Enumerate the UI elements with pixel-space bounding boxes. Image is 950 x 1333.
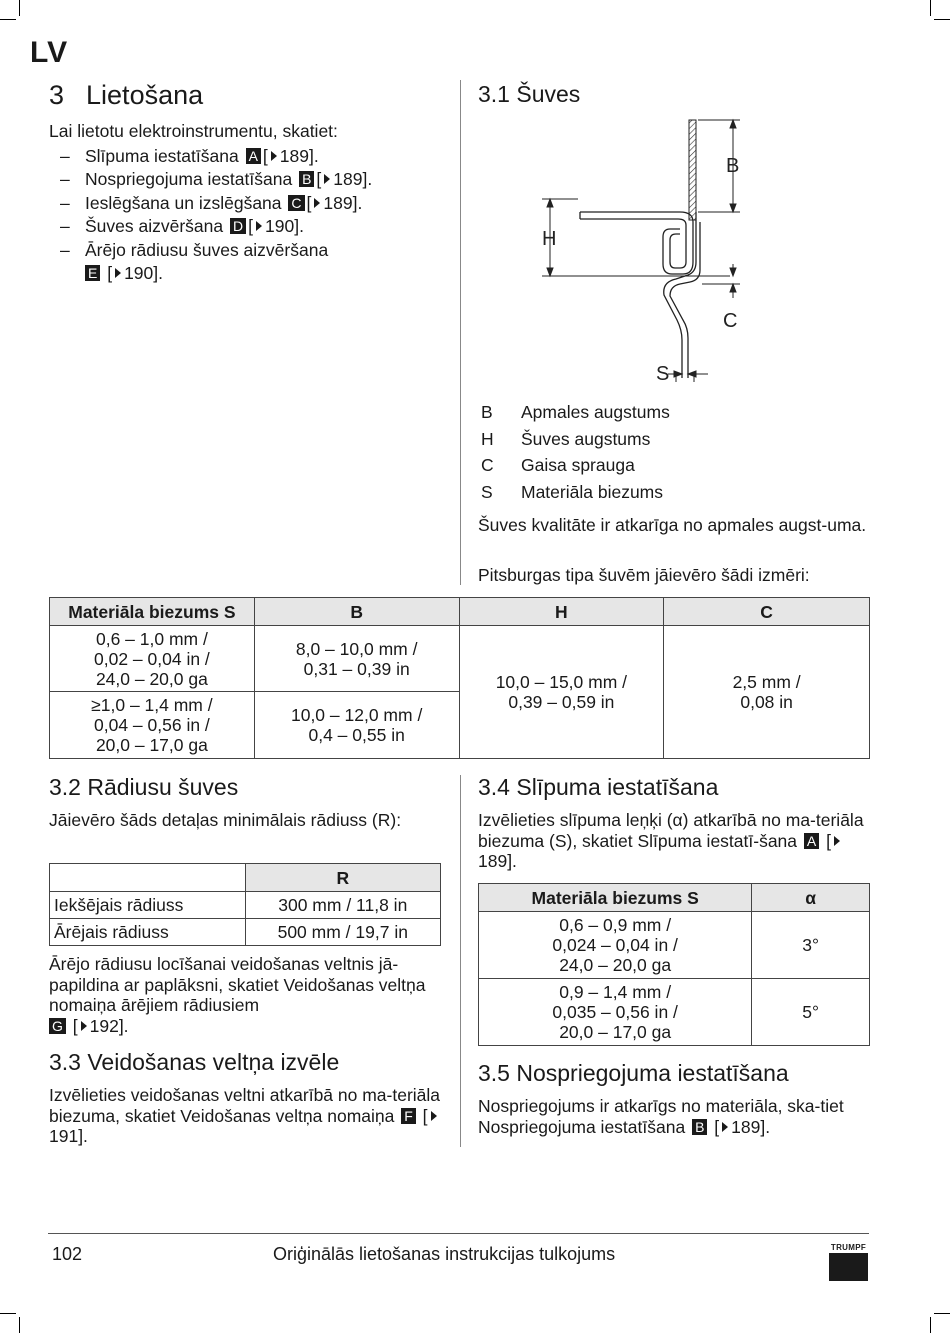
table-cell: 10,0 – 15,0 mm / 0,39 – 0,59 in bbox=[459, 626, 664, 759]
logo-block bbox=[829, 1253, 868, 1281]
arrow-right-icon bbox=[314, 198, 320, 208]
table-cell: Iekšējais rādiuss bbox=[50, 892, 246, 919]
legend-item: B Apmales augstums bbox=[481, 402, 670, 422]
column-divider bbox=[460, 775, 461, 1147]
roller-text: Izvēlieties veidošanas veltni atkarībā no ma-teriāla biezuma, skatiet Veidošanas veltņa nomaiņa F [191]. bbox=[49, 1085, 441, 1146]
label-c: C bbox=[723, 310, 738, 332]
section-3-heading bbox=[49, 80, 203, 111]
page-number: 102 bbox=[52, 1244, 83, 1264]
arrow-right-icon bbox=[271, 151, 277, 161]
outer-radius-text: Ārējo rādiusu locīšanai veidošanas veltnis jā-papildina ar paplāksni, skatiet Veidošanas veltņa nomaiņa ārējiem rādiusiem G [ 192]. bbox=[49, 954, 426, 1036]
table-cell: 8,0 – 10,0 mm / 0,31 – 0,39 in bbox=[254, 626, 459, 692]
dimension-h bbox=[542, 199, 730, 276]
radius-intro: Jāievēro šāds detaļas minimālais rādiuss (R): bbox=[49, 810, 402, 830]
table-header: Materiāla biezums S bbox=[50, 598, 255, 626]
ref-tag[interactable]: A bbox=[246, 148, 261, 164]
footer-divider bbox=[48, 1233, 869, 1234]
crop-mark bbox=[19, 0, 20, 16]
crop-mark bbox=[0, 1313, 16, 1314]
legend-item: C Gaisa sprauga bbox=[481, 455, 635, 475]
list-item: – Ārējo rādiusu šuves aizvēršana E [ 190]. bbox=[49, 239, 449, 286]
list-item: – Šuves aizvēršana D [ 190]. bbox=[49, 215, 449, 239]
ref-tag[interactable]: A bbox=[804, 833, 819, 849]
legend-item: H Šuves augstums bbox=[481, 429, 651, 449]
ref-tag[interactable]: F bbox=[401, 1108, 416, 1124]
table-header: B bbox=[254, 598, 459, 626]
crop-mark bbox=[934, 1313, 950, 1314]
table-cell: Ārējais rādiuss bbox=[50, 919, 246, 946]
ref-tag[interactable]: E bbox=[85, 265, 100, 281]
table-header: α bbox=[752, 884, 870, 912]
section-3-1-heading: 3.1 Šuves bbox=[478, 81, 581, 107]
reference-list bbox=[49, 145, 449, 286]
crop-mark bbox=[930, 1317, 931, 1333]
ref-tag[interactable]: B bbox=[299, 171, 314, 187]
arrow-right-icon bbox=[81, 1021, 87, 1031]
label-s: S bbox=[656, 363, 670, 385]
arrow-right-icon bbox=[115, 268, 121, 278]
footer-caption: Oriģinālās lietošanas instrukcijas tulkojums bbox=[273, 1244, 616, 1264]
section-3-4-heading: 3.4 Slīpuma iestatīšana bbox=[478, 774, 719, 800]
pittsburgh-text: Pitsburgas tipa šuvēm jāievēro šādi izmēri: bbox=[478, 565, 810, 585]
arrow-right-icon bbox=[431, 1111, 437, 1121]
table-header: Materiāla biezums S bbox=[479, 884, 752, 912]
section-3-5-heading: 3.5 Nospriegojuma iestatīšana bbox=[478, 1060, 789, 1086]
tension-text: Nospriegojums ir atkarīgs no materiāla, ska-tiet Nospriegojuma iestatīšana B [ 189]. bbox=[478, 1096, 844, 1137]
crop-mark bbox=[934, 19, 950, 20]
label-h: H bbox=[542, 228, 557, 250]
angle-table bbox=[478, 883, 870, 1046]
table-header: R bbox=[245, 864, 440, 892]
table-cell: 3° bbox=[752, 912, 870, 979]
section-title: Lietošana bbox=[86, 80, 204, 110]
table-cell: 0,6 – 1,0 mm / 0,02 – 0,04 in / 24,0 – 20,0 ga bbox=[50, 626, 255, 692]
table-cell: 300 mm / 11,8 in bbox=[245, 892, 440, 919]
seam-diagram bbox=[530, 112, 760, 387]
ref-tag[interactable]: B bbox=[692, 1119, 707, 1135]
table-cell: 2,5 mm / 0,08 in bbox=[664, 626, 870, 759]
ref-tag[interactable]: C bbox=[288, 195, 304, 211]
dimension-c bbox=[702, 264, 740, 298]
seam-quality-text: Šuves kvalitāte ir atkarīga no apmales augst-uma. bbox=[478, 515, 867, 535]
table-header: C bbox=[664, 598, 870, 626]
flange-part bbox=[689, 120, 696, 220]
section-3-2-heading: 3.2 Rādiusu šuves bbox=[49, 774, 239, 800]
label-b: B bbox=[726, 155, 740, 177]
radius-table bbox=[49, 863, 441, 946]
section-3-body bbox=[49, 121, 449, 286]
table-cell: ≥1,0 – 1,4 mm / 0,04 – 0,56 in / 20,0 – 17,0 ga bbox=[50, 692, 255, 759]
table-cell: 0,6 – 0,9 mm / 0,024 – 0,04 in / 24,0 – 20,0 ga bbox=[479, 912, 752, 979]
legend-item: S Materiāla biezums bbox=[481, 482, 663, 502]
arrow-right-icon bbox=[722, 1122, 728, 1132]
table-cell: 10,0 – 12,0 mm / 0,4 – 0,55 in bbox=[254, 692, 459, 759]
dimensions-table bbox=[49, 597, 870, 759]
seam-outline bbox=[580, 212, 700, 378]
column-divider bbox=[460, 80, 461, 585]
list-item: – Slīpuma iestatīšana A [ 189]. bbox=[49, 145, 449, 169]
crop-mark bbox=[930, 0, 931, 16]
crop-mark bbox=[0, 19, 16, 20]
table-header-empty bbox=[50, 864, 246, 892]
angle-text: Izvēlieties slīpuma leņķi (α) atkarībā no ma-teriāla biezuma (S), skatiet Slīpuma iestatī-šana A [189]. bbox=[478, 810, 864, 871]
section-number: 3 bbox=[49, 80, 65, 110]
arrow-right-icon bbox=[834, 836, 840, 846]
ref-tag[interactable]: D bbox=[230, 218, 246, 234]
list-item: – Nospriegojuma iestatīšana B [ 189]. bbox=[49, 168, 449, 192]
list-item: – Ieslēgšana un izslēgšana C [ 189]. bbox=[49, 192, 449, 216]
section-3-3-heading: 3.3 Veidošanas veltņa izvēle bbox=[49, 1049, 340, 1075]
table-header: H bbox=[459, 598, 664, 626]
arrow-right-icon bbox=[256, 221, 262, 231]
trumpf-logo: TRUMPF bbox=[829, 1243, 868, 1281]
language-code: LV bbox=[30, 36, 69, 69]
table-cell: 5° bbox=[752, 979, 870, 1046]
table-cell: 0,9 – 1,4 mm / 0,035 – 0,56 in / 20,0 – 17,0 ga bbox=[479, 979, 752, 1046]
table-cell: 500 mm / 19,7 in bbox=[245, 919, 440, 946]
crop-mark bbox=[19, 1317, 20, 1333]
ref-tag[interactable]: G bbox=[49, 1018, 66, 1034]
arrow-right-icon bbox=[324, 174, 330, 184]
intro-text: Lai lietotu elektroinstrumentu, skatiet: bbox=[49, 121, 338, 141]
